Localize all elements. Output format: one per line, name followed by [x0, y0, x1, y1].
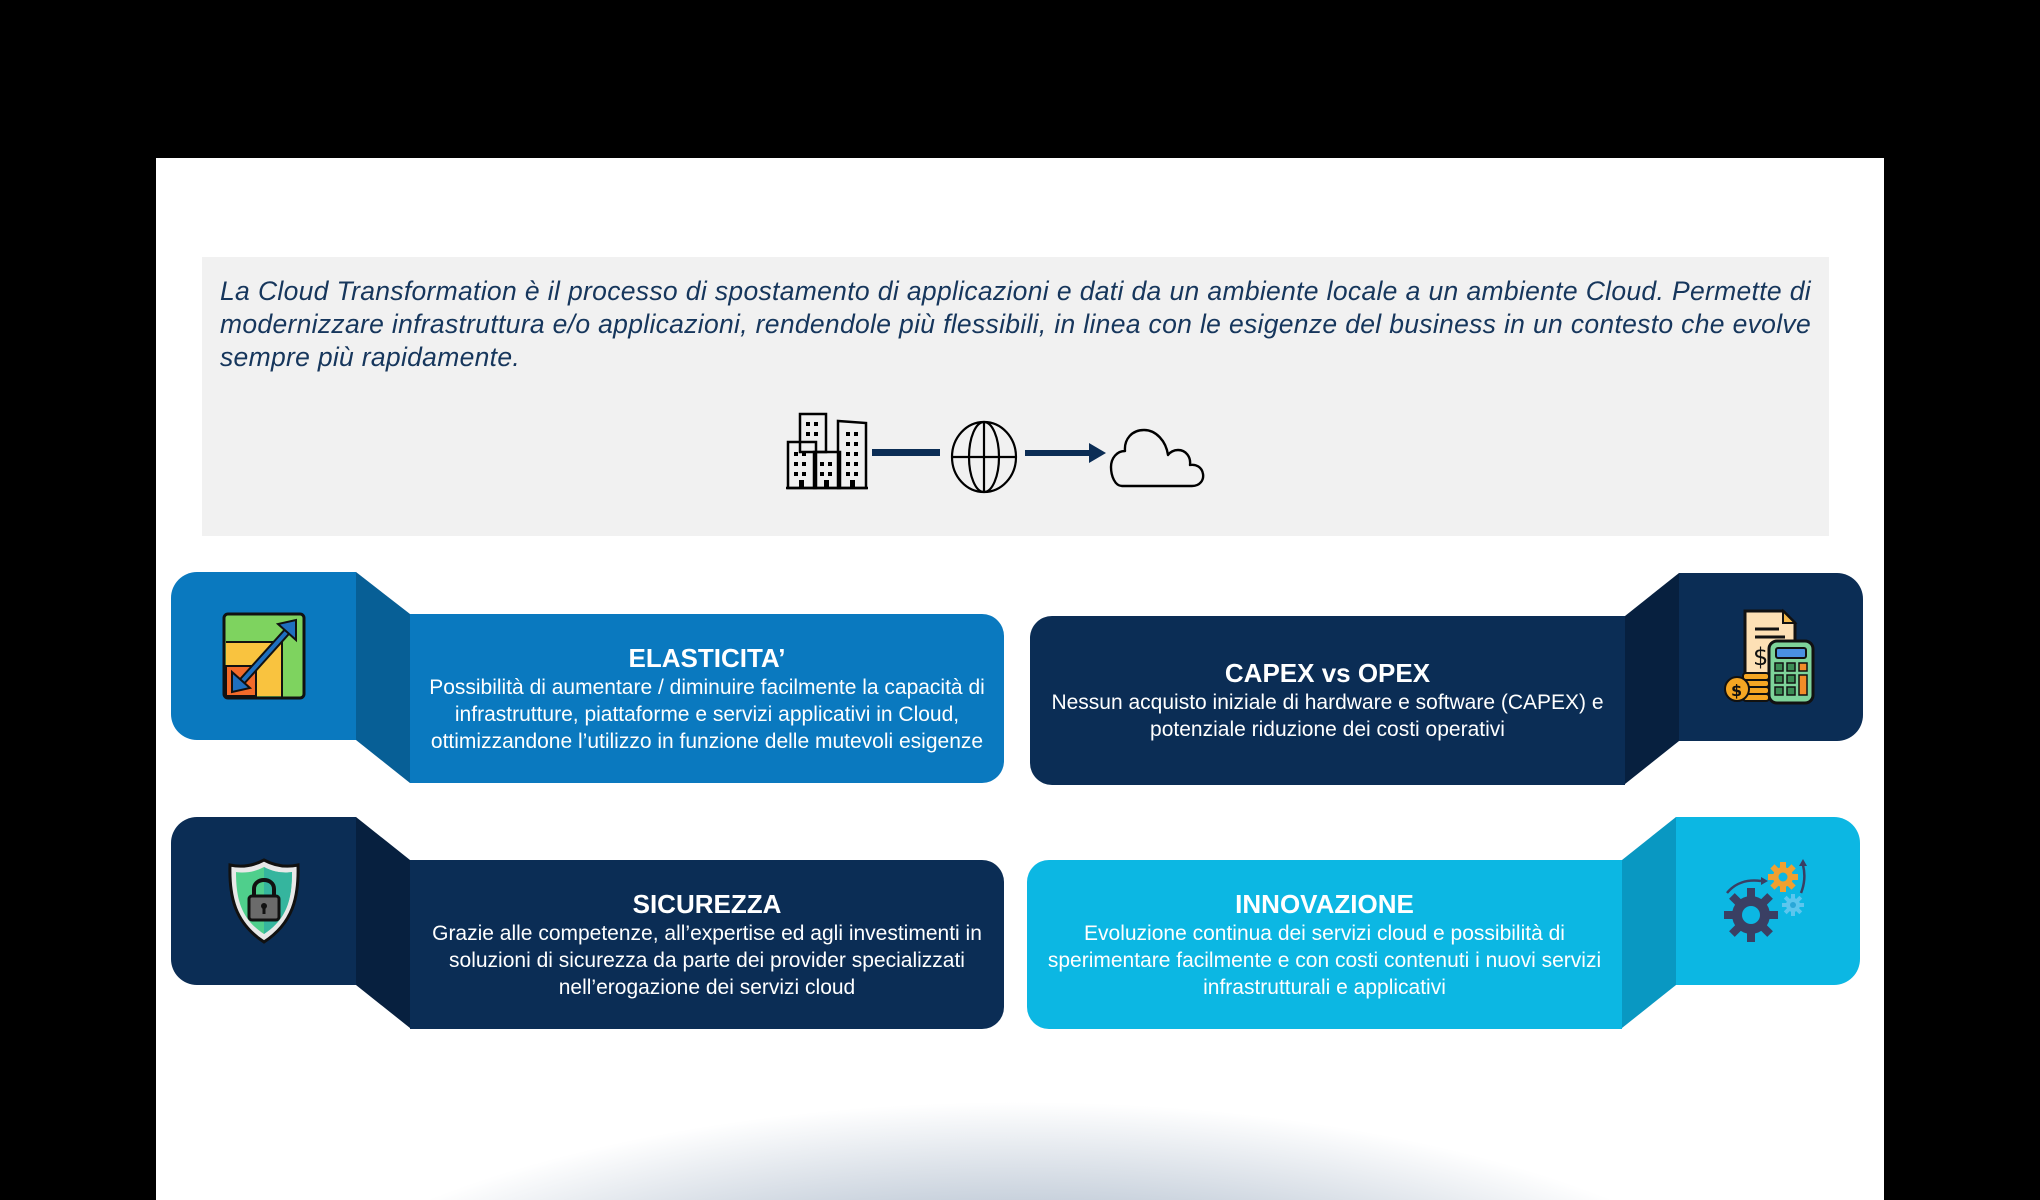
intro-box [202, 257, 1829, 536]
card-title: SICUREZZA [632, 888, 782, 919]
slide-panel [156, 158, 1884, 1200]
card-text-block [1030, 616, 1625, 785]
card-fold [1625, 573, 1679, 784]
gears-icon [1723, 859, 1813, 943]
cloud-icon [1108, 424, 1206, 490]
svg-text:$: $ [1753, 643, 1769, 671]
card-fold [1622, 817, 1676, 1028]
card-description: Grazie alle competenze, all’expertise ed agli investimenti in soluzioni di sicurezza da parte dei provider specializzati nell’erogazione dei servizi cloud [432, 921, 982, 999]
card-description: Possibilità di aumentare / diminuire facilmente la capacità di infrastrutture, piattaforme e servizi applicativi in Cloud, ottimizzandone l’utilizzo in funzione delle mutevoli esigenze [429, 675, 985, 753]
card-description: Evoluzione continua dei servizi cloud e possibilità di sperimentare facilmente e con costi contenuti i nuovi servizi infrastrutturali e applicativi [1047, 921, 1602, 999]
calculator-money-icon [1723, 607, 1819, 707]
scaling-chart-icon [222, 612, 306, 700]
transformation-flow [202, 412, 1829, 502]
card-fold [356, 817, 410, 1028]
connector-line [872, 448, 942, 458]
bottom-gradient-glow [220, 1030, 1820, 1200]
card-icon-block [1679, 573, 1863, 741]
globe-icon [948, 419, 1020, 495]
card-icon-block [171, 572, 356, 740]
card-title: INNOVAZIONE [1235, 888, 1414, 919]
card-icon-block [1676, 817, 1860, 985]
svg-text:$: $ [1731, 681, 1743, 700]
intro-text: La Cloud Transformation è il processo di spostamento di applicazioni e dati da un ambiente locale a un ambiente Cloud. Permette di modernizzare infrastruttura e/o applicazioni, rendendole più flessibili, in linea con le esigenze del business in un contesto che evolve sempre più rapidamente. [220, 276, 1811, 372]
card-text-block [410, 860, 1004, 1029]
arrow-right-icon [1025, 442, 1107, 464]
card-text-block [410, 614, 1004, 783]
card-text-block [1027, 860, 1622, 1029]
card-fold [356, 572, 410, 783]
card-title: CAPEX vs OPEX [1224, 658, 1431, 688]
shield-lock-icon [227, 857, 301, 945]
card-icon-block [171, 817, 356, 985]
card-title: ELASTICITA’ [628, 642, 786, 673]
card-description: Nessun acquisto iniziale di hardware e software (CAPEX) e potenziale riduzione dei costi operativi [1051, 691, 1604, 741]
buildings-icon [786, 412, 876, 490]
